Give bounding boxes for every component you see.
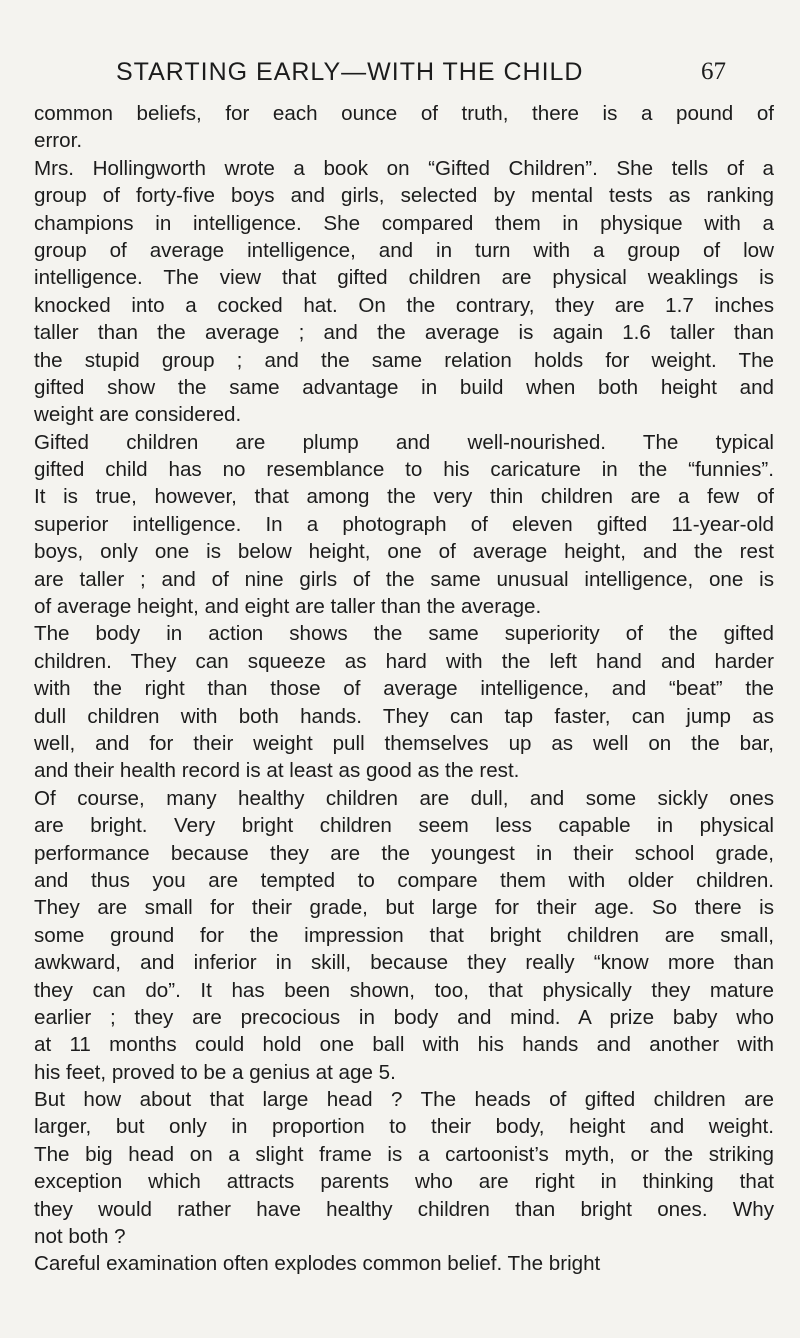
text-line: weight are considered. [34, 403, 242, 427]
text-line: They are small for their grade, but large for their age. So there is [34, 896, 774, 920]
text-line: superior intelligence. In a photograph of eleven gifted 11-year-old [34, 512, 774, 536]
page-number: 67 [701, 58, 726, 85]
text-line: some ground for the impression that bright children are small, [34, 923, 774, 947]
text-line: of average height, and eight are taller than the average. [34, 595, 542, 619]
text-line: The body in action shows the same superiority of the gifted [34, 622, 774, 646]
text-line: boys, only one is below height, one of average height, and the rest [34, 540, 774, 564]
text-line: children. They can squeeze as hard with the left hand and harder [34, 649, 774, 673]
text-line: Careful examination often explodes common belief. The bright [34, 1252, 601, 1276]
text-line: The big head on a slight frame is a cartoonist’s myth, or the striking [34, 1142, 774, 1166]
body-text [34, 100, 774, 1278]
text-line: earlier ; they are precocious in body and mind. A prize baby who [34, 1005, 774, 1029]
text-line: exception which attracts parents who are right in thinking that [34, 1170, 774, 1194]
text-line: performance because they are the youngest in their school grade, [34, 841, 774, 865]
text-line: are bright. Very bright children seem less capable in physical [34, 814, 774, 838]
text-line: knocked into a cocked hat. On the contrary, they are 1.7 inches [34, 293, 774, 317]
text-line: and thus you are tempted to compare them with older children. [34, 868, 774, 892]
text-line: taller than the average ; and the average is again 1.6 taller than [34, 321, 774, 345]
text-line: at 11 months could hold one ball with his hands and another with [34, 1033, 774, 1057]
text-line: intelligence. The view that gifted children are physical weaklings is [34, 266, 774, 290]
text-line: dull children with both hands. They can tap faster, can jump as [34, 704, 774, 728]
text-line: are taller ; and of nine girls of the same unusual intelligence, one is [34, 567, 774, 591]
text-line: error. [34, 129, 83, 153]
running-head [116, 58, 726, 94]
text-line: they would rather have healthy children than bright ones. Why [34, 1197, 774, 1221]
running-title: STARTING EARLY—WITH THE CHILD [116, 58, 584, 86]
text-line: gifted child has no resemblance to his caricature in the “funnies”. [34, 458, 774, 482]
text-line: awkward, and inferior in skill, because they really “know more than [34, 951, 774, 975]
text-line: common beliefs, for each ounce of truth, there is a pound of [34, 102, 774, 125]
text-line: not both ? [34, 1225, 126, 1249]
text-line: and their health record is at least as good as the rest. [34, 759, 520, 783]
text-line: group of forty-five boys and girls, selected by mental tests as ranking [34, 184, 774, 208]
text-line: the stupid group ; and the same relation holds for weight. The [34, 348, 774, 372]
text-line: his feet, proved to be a genius at age 5. [34, 1060, 396, 1084]
text-line: But how about that large head ? The heads of gifted children are [34, 1088, 774, 1112]
text-line: larger, but only in proportion to their body, height and weight. [34, 1115, 774, 1139]
text-line: It is true, however, that among the very thin children are a few of [34, 485, 774, 509]
text-line: with the right than those of average intelligence, and “beat” the [34, 677, 774, 701]
text-line: Of course, many healthy children are dull, and some sickly ones [34, 786, 774, 810]
text-line: Gifted children are plump and well-nourished. The typical [34, 430, 774, 454]
text-line: they can do”. It has been shown, too, that physically they mature [34, 978, 774, 1002]
text-line: group of average intelligence, and in turn with a group of low [34, 238, 774, 262]
text-line: well, and for their weight pull themselves up as well on the bar, [34, 731, 774, 755]
text-line: Mrs. Hollingworth wrote a book on “Gifted Children”. She tells of a [34, 156, 774, 180]
text-line: champions in intelligence. She compared them in physique with a [34, 211, 774, 235]
text-line: gifted show the same advantage in build when both height and [34, 375, 774, 399]
